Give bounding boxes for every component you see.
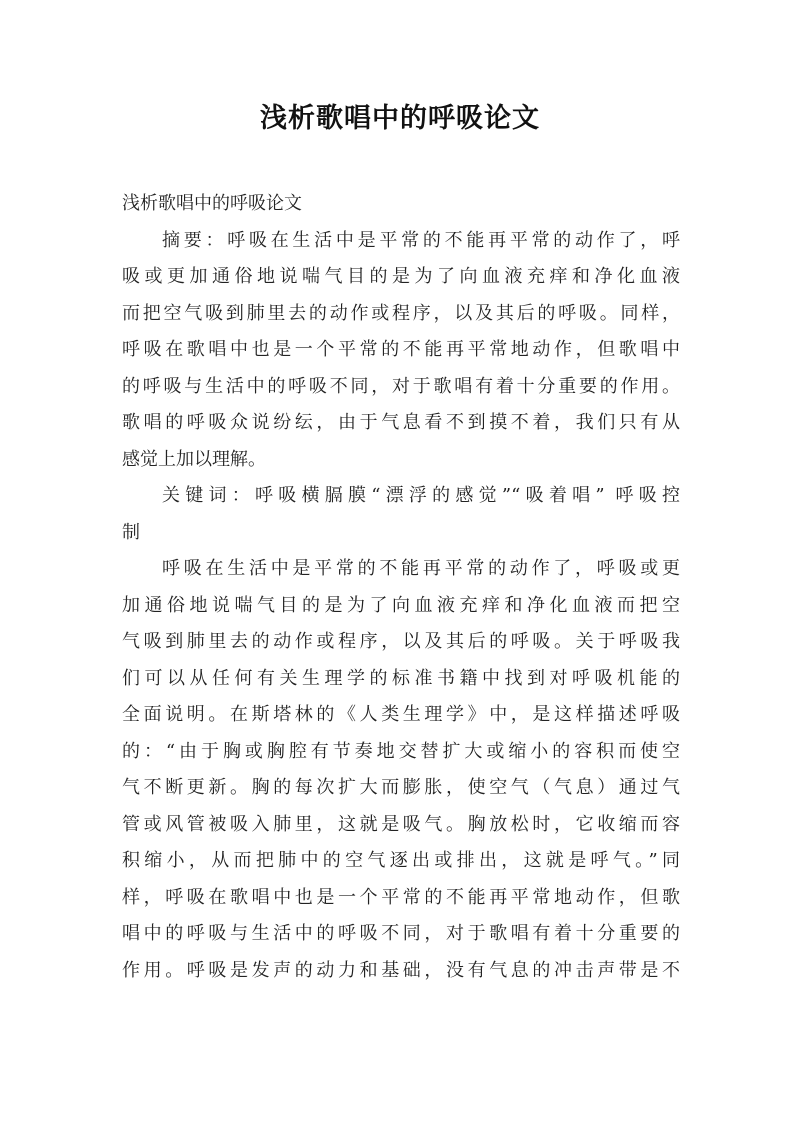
body-line-paragraph-1: 呼吸在生活中是平常的不能再平常的动作了，呼吸或更 (162, 558, 680, 579)
body-line-abstract-1: 摘要：呼吸在生活中是平常的不能再平常的动作了，呼 (162, 229, 680, 251)
document-title: 浅析歌唱中的呼吸论文 (260, 103, 540, 134)
body-line-paragraph-9: 积缩小，从而把肺中的空气逐出或排出，这就是呼气。”同 (122, 850, 680, 871)
body-line-subtitle: 浅析歌唱中的呼吸论文 (122, 193, 302, 214)
body-line-paragraph-2: 加通俗地说喘气目的是为了向血液充痒和净化血液而把空 (122, 594, 680, 616)
body-line-paragraph-8: 管或风管被吸入肺里，这就是吸气。胸放松时，它收缩而容 (122, 813, 680, 835)
body-line-paragraph-10: 样，呼吸在歌唱中也是一个平常的不能再平常地动作，但歌 (122, 886, 680, 908)
body-line-abstract-6: 歌唱的呼吸众说纷纭，由于气息看不到摸不着，我们只有从 (122, 412, 680, 433)
body-line-paragraph-12: 作用。呼吸是发声的动力和基础，没有气息的冲击声带是不 (122, 959, 680, 981)
body-line-keywords-2: 制 (122, 521, 140, 543)
body-line-paragraph-11: 唱中的呼吸与生活中的呼吸不同，对于歌唱有着十分重要的 (122, 923, 680, 944)
body-line-paragraph-7: 气不断更新。胸的每次扩大而膨胀，使空气（气息）通过气 (122, 777, 680, 798)
body-line-paragraph-3: 气吸到肺里去的动作或程序，以及其后的呼吸。关于呼吸我 (122, 631, 680, 652)
body-line-abstract-3: 而把空气吸到肺里去的动作或程序，以及其后的呼吸。同样， (122, 302, 680, 324)
body-line-abstract-4: 呼吸在歌唱中也是一个平常的不能再平常地动作，但歌唱中 (122, 339, 680, 360)
document-body (122, 186, 680, 989)
body-line-paragraph-5: 全面说明。在斯塔林的《人类生理学》中，是这样描述呼吸 (122, 704, 680, 725)
body-line-paragraph-4: 们可以从任何有关生理学的标准书籍中找到对呼吸机能的 (122, 667, 680, 689)
body-line-keywords-1: 关键词：呼吸横膈膜“漂浮的感觉”“吸着唱” 呼吸控 (162, 485, 680, 506)
body-line-abstract-5: 的呼吸与生活中的呼吸不同，对于歌唱有着十分重要的作用。 (122, 375, 680, 397)
body-line-abstract-2: 吸或更加通俗地说喘气目的是为了向血液充痒和净化血液 (122, 266, 680, 287)
body-line-paragraph-6: 的：“由于胸或胸腔有节奏地交替扩大或缩小的容积而使空 (122, 740, 680, 762)
body-line-abstract-7: 感觉上加以理解。 (122, 448, 266, 470)
